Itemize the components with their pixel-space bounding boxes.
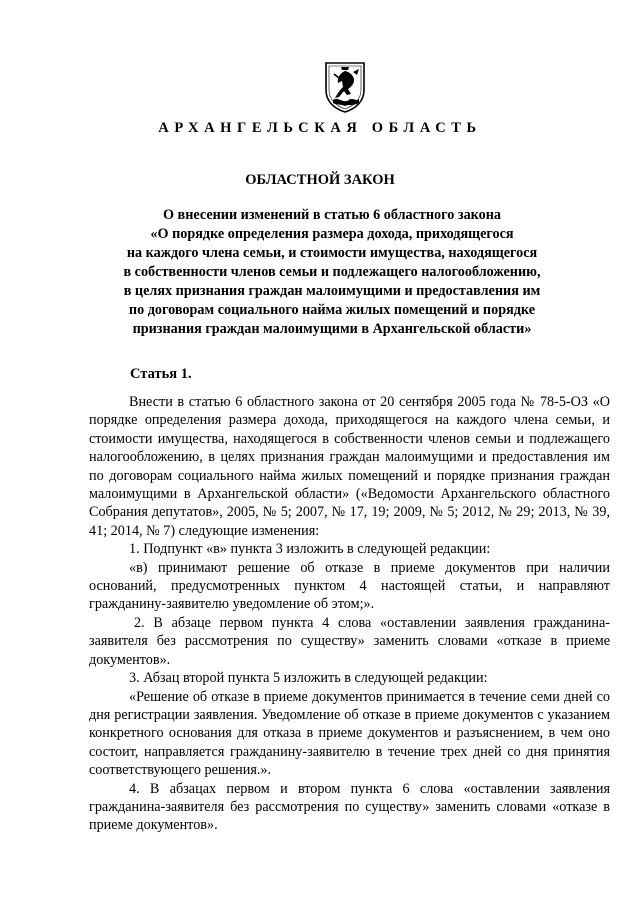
law-title-line: признания граждан малоимущими в Архангельской области» <box>132 321 532 337</box>
law-title-line: в целях признания граждан малоимущими и предоставления им <box>123 283 541 299</box>
paragraph-item-3-text: «Решение об отказе в приеме документов принимается в течение семи дней со дня регистрации заявления. Уведомление об отказе в приеме документов с указанием конкретного основания для отказа в приеме документов и разъяснением, в чем оно состоит, направляется гражданину-заявителю в течение трех дней со дня принятия соответствующего решения.». <box>89 688 610 779</box>
law-title <box>92 206 572 339</box>
paragraph-item-3: 3. Абзац второй пункта 5 изложить в следующей редакции: <box>129 670 488 687</box>
paragraph-item-4: 4. В абзацах первом и втором пункта 6 слова «оставлении заявления гражданина-заявителя без рассмотрения по существу» заменить словами «отказе в приеме документов». <box>89 780 610 834</box>
law-type-heading: ОБЛАСТНОЙ ЗАКОН <box>245 172 395 188</box>
paragraph-item-2: 2. В абзаце первом пункта 4 слова «оставлении заявления гражданина-заявителя без рассмотрения по существу» заменить словами «отказе в приеме документов». <box>89 614 610 668</box>
paragraph-intro: Внести в статью 6 областного закона от 20 сентября 2005 года № 78-5-ОЗ «О порядке определения размера дохода, приходящегося на каждого члена семьи, и стоимости имущества, находящегося в собственности членов семьи и подлежащего налогообложению, в целях признания граждан малоимущими и предоставления им по договорам социального найма жилых помещений и порядке признания граждан малоимущими в Архангельской области» («Ведомости Архангельского областного Собрания депутатов», 2005, № 5; 2007, № 17, 19; 2009, № 5; 2012, № 29; 2013, № 39, 41; 2014, № 7) следующие изменения: <box>89 394 610 539</box>
paragraph-item-1: 1. Подпункт «в» пункта 3 изложить в следующей редакции: <box>129 541 491 558</box>
paragraph-item-1-text: «в) принимают решение об отказе в приеме документов при наличии оснований, предусмотренных пунктом 4 настоящей статьи, и направляют гражданину-заявителю уведомление об этом;». <box>89 559 610 613</box>
law-title-line: в собственности членов семьи и подлежащего налогообложению, <box>123 264 541 280</box>
article-body <box>89 393 610 835</box>
law-title-line: «О порядке определения размера дохода, приходящегося <box>150 226 514 242</box>
arkhangelsk-coat-of-arms-icon <box>323 60 367 114</box>
region-heading: АРХАНГЕЛЬСКАЯ ОБЛАСТЬ <box>158 120 482 136</box>
law-title-line: на каждого члена семьи, и стоимости имущества, находящегося <box>126 245 538 261</box>
law-title-line: по договорам социального найма жилых помещений и порядке <box>128 302 536 318</box>
law-title-line: О внесении изменений в статью 6 областного закона <box>162 207 502 223</box>
article-heading: Статья 1. <box>130 366 192 382</box>
